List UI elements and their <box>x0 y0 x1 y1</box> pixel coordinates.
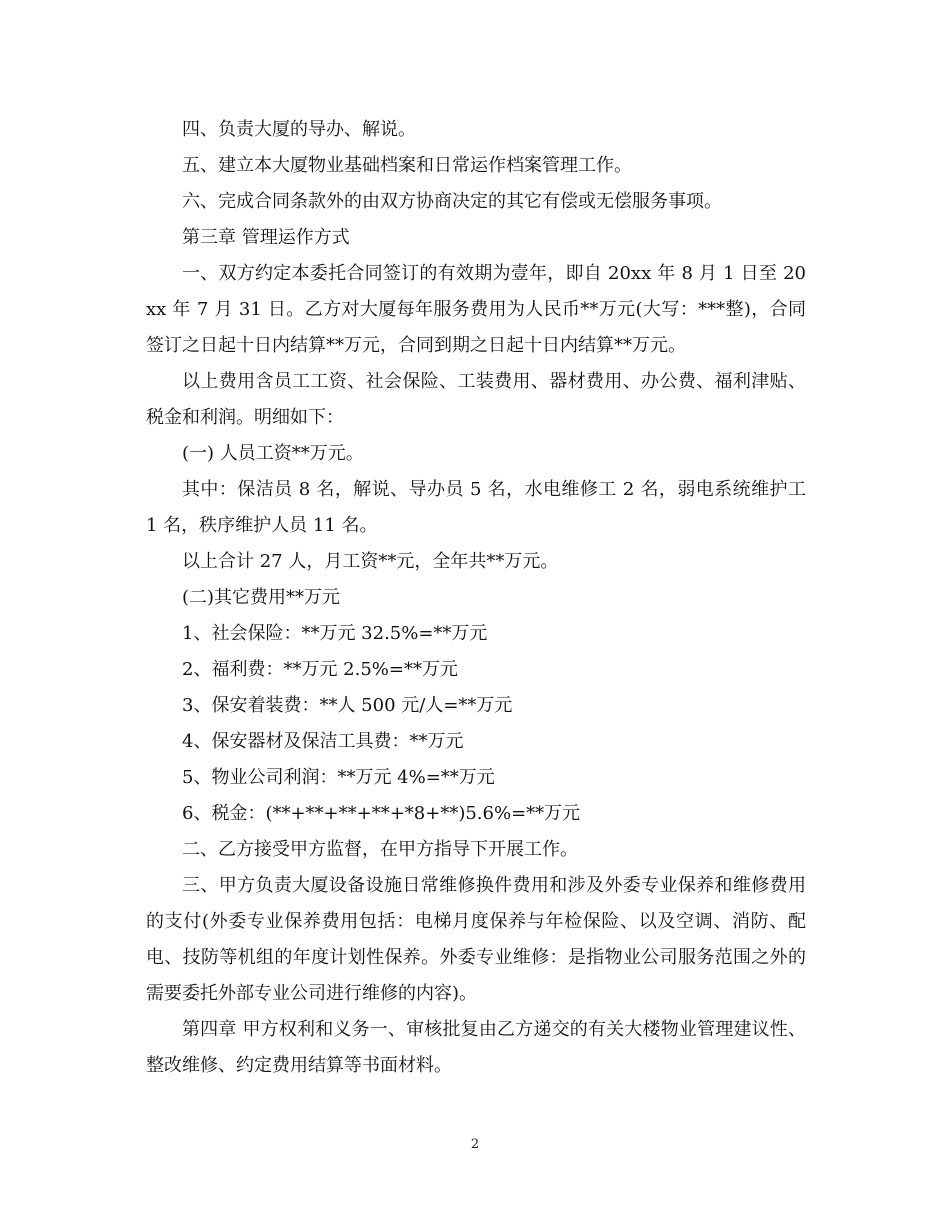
fee-item-welfare: 2、福利费：**万元 2.5%=**万元 <box>182 659 458 680</box>
paragraph-staff-total: 以上合计 27 人，月工资**元，全年共**万元。 <box>182 551 559 572</box>
paragraph-item-four: 四、负责大厦的导办、解说。 <box>182 119 416 140</box>
paragraph-maintenance-costs: 三、甲方负责大厦设备设施日常维修换件费用和涉及外委专业保养和维修费用的支付(外委专业保养费用包括：电梯月度保养与年检保险、以及空调、消防、配电、技防等机组的年度计划性保养。外委专业维修：是指物业公司服务范围之外的需要委托外部专业公司进行维修的内容)。 <box>146 875 806 1004</box>
paragraph-fee-composition: 以上费用含员工工资、社会保险、工装费用、器材费用、办公费、福利津贴、税金和利润。明细如下： <box>146 371 806 428</box>
paragraph-chapter-four: 第四章 甲方权利和义务一、审核批复由乙方递交的有关大楼物业管理建议性、整改维修、约定费用结算等书面材料。 <box>146 1019 806 1076</box>
paragraph-contract-term: 一、双方约定本委托合同签订的有效期为壹年，即自 20xx 年 8 月 1 日至 20xx 年 7 月 31 日。乙方对大厦每年服务费用为人民币**万元(大写：***整)，合同签订之日起十日内结算**万元，合同到期之日起十日内结算**万元。 <box>146 263 806 356</box>
document-body <box>146 112 806 1084</box>
fee-item-social-insurance: 1、社会保险：**万元 32.5%=**万元 <box>182 623 488 644</box>
paragraph-item-six: 六、完成合同条款外的由双方协商决定的其它有偿或无偿服务事项。 <box>182 191 722 212</box>
fee-item-uniform: 3、保安着装费：**人 500 元/人=**万元 <box>182 695 513 716</box>
paragraph-item-five: 五、建立本大厦物业基础档案和日常运作档案管理工作。 <box>182 155 632 176</box>
paragraph-other-fees: (二)其它费用**万元 <box>182 587 341 608</box>
paragraph-staff-wages: (一) 人员工资**万元。 <box>182 443 364 464</box>
paragraph-supervision: 二、乙方接受甲方监督，在甲方指导下开展工作。 <box>182 839 578 860</box>
fee-item-equipment: 4、保安器材及保洁工具费：**万元 <box>182 731 464 752</box>
fee-item-tax: 6、税金：(**+**+**+**+*8+**)5.6%=**万元 <box>182 803 581 824</box>
fee-item-profit: 5、物业公司利润：**万元 4%=**万元 <box>182 767 495 788</box>
paragraph-staff-breakdown: 其中：保洁员 8 名，解说、导办员 5 名，水电维修工 2 名，弱电系统维护工 1 名，秩序维护人员 11 名。 <box>146 479 806 536</box>
chapter-three-heading: 第三章 管理运作方式 <box>182 227 350 248</box>
page-number: 2 <box>470 1137 480 1152</box>
